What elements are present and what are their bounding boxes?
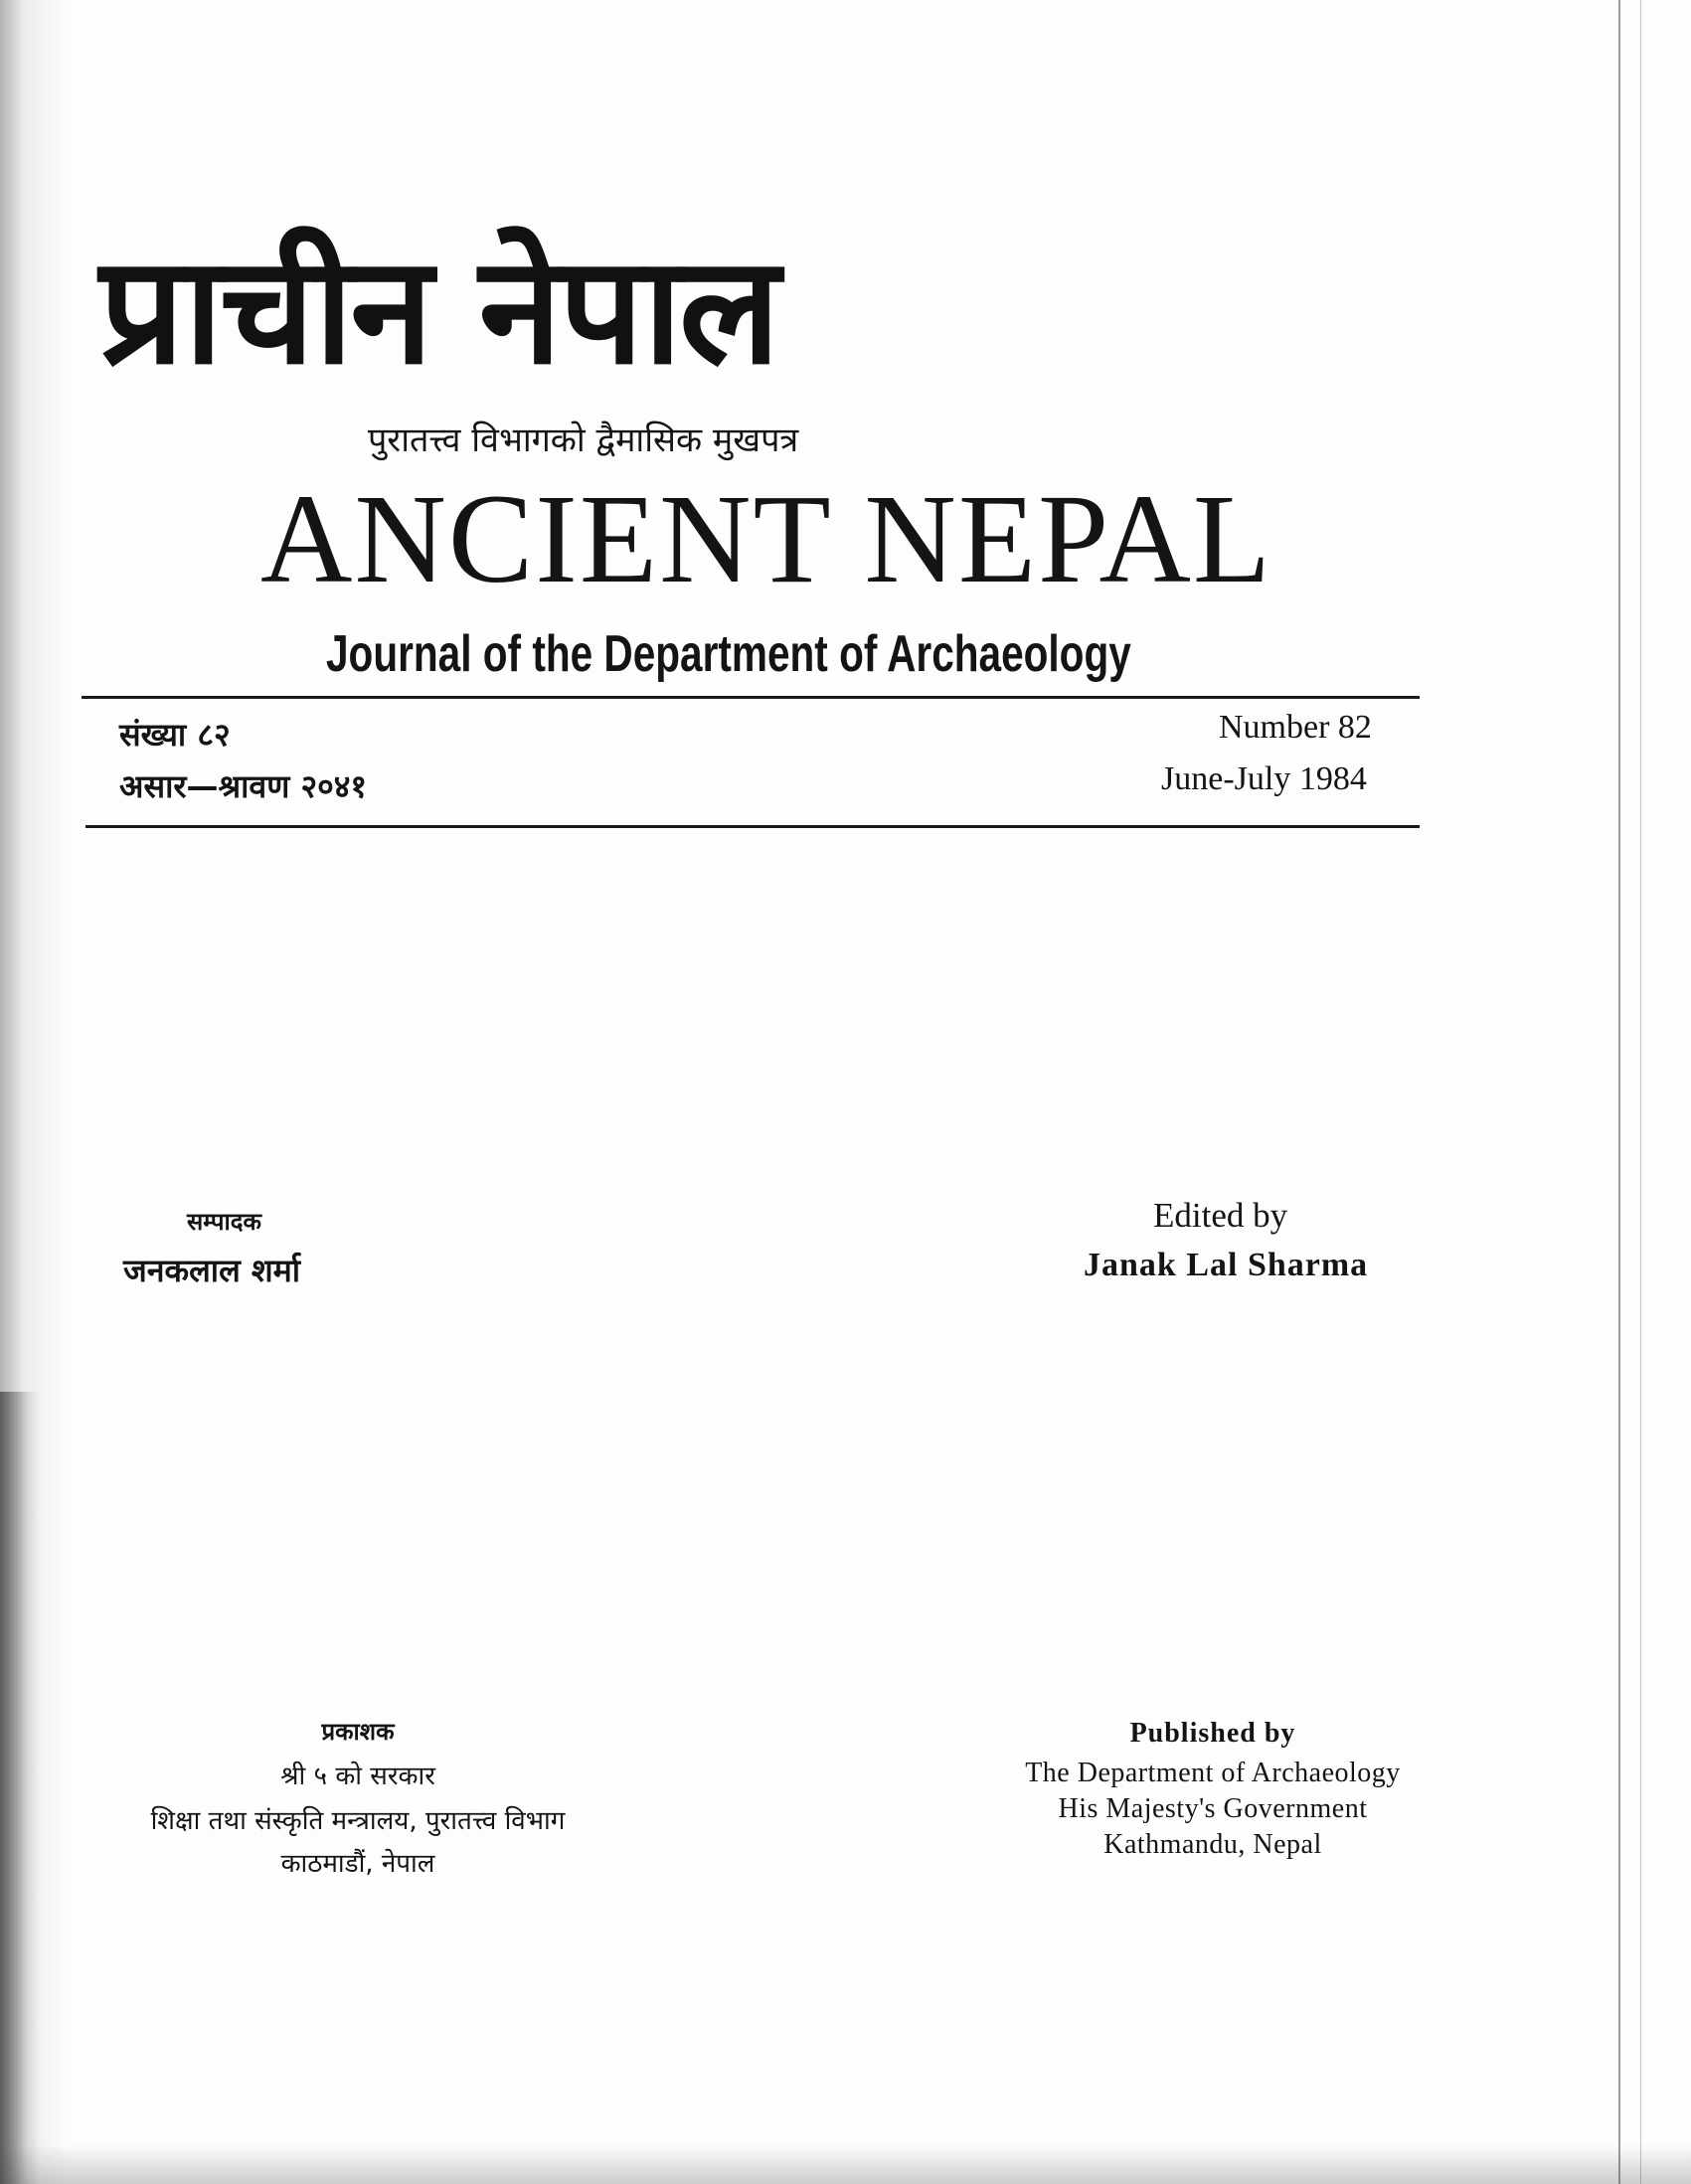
publisher-line-devanagari: काठमाडौं, नेपाल [280, 1849, 435, 1879]
scan-shadow-left-dark [0, 1392, 40, 2184]
issue-date: June-July 1984 [1161, 760, 1367, 797]
scan-edge-line [1618, 0, 1620, 2184]
scan-shadow-bottom [0, 2144, 1691, 2184]
editor-name: Janak Lal Sharma [1084, 1247, 1369, 1283]
publisher-line: His Majesty's Government [1058, 1793, 1368, 1824]
editor-label: Edited by [1153, 1196, 1288, 1235]
issue-number: Number 82 [1219, 709, 1372, 746]
publisher-label: Published by [1129, 1718, 1296, 1749]
scan-edge-line-outer [1640, 0, 1641, 2184]
publisher-block [974, 1712, 1451, 1863]
publisher-line-devanagari: श्री ५ को सरकार [280, 1762, 435, 1791]
publisher-line: The Department of Archaeology [1025, 1758, 1401, 1788]
devanagari-title: प्राचीन नेपाल [99, 225, 777, 398]
top-rule [82, 696, 1420, 699]
issue-date-devanagari: असार—श्रावण २०४१ [119, 767, 368, 805]
bottom-rule [85, 825, 1420, 828]
editor-name-devanagari: जनकलाल शर्मा [123, 1252, 301, 1289]
publisher-label-devanagari: प्रकाशक [321, 1718, 395, 1746]
issue-number-devanagari: संख्या ८२ [119, 716, 231, 754]
editor-label-devanagari: सम्पादक [187, 1208, 261, 1236]
journal-title: ANCIENT NEPAL [260, 468, 1273, 609]
journal-subtitle: Journal of the Department of Archaeology [326, 625, 1131, 683]
devanagari-subtitle: पुरातत्त्व विभागको द्वैमासिक मुखपत्र [368, 420, 799, 460]
publisher-block-devanagari [99, 1712, 616, 1887]
publisher-line: Kathmandu, Nepal [1103, 1829, 1322, 1860]
publisher-line-devanagari: शिक्षा तथा संस्कृति मन्त्रालय, पुरातत्त्व विभाग [150, 1806, 566, 1836]
